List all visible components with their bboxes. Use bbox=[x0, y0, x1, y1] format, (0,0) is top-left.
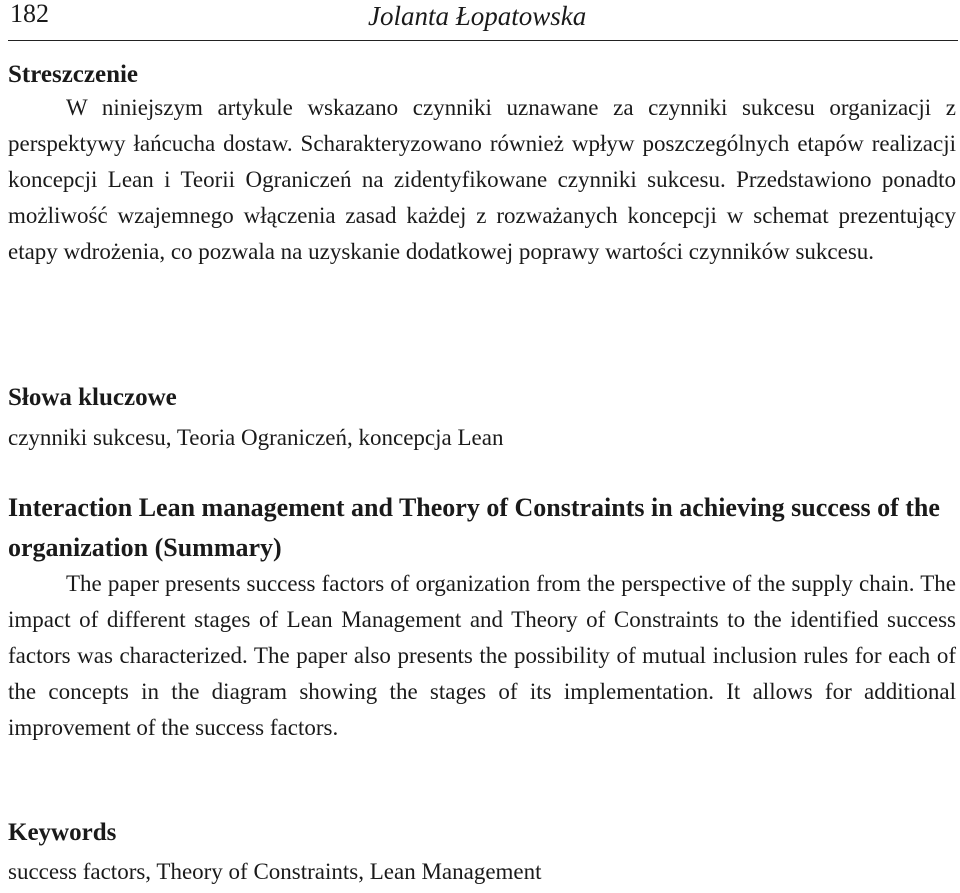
keywords-text: success factors, Theory of Constraints, Lean Management bbox=[8, 859, 542, 884]
streszczenie-text: W niniejszym artykule wskazano czynniki uznawane za czynniki sukcesu organizacji z perspektywy łańcucha dostaw. Scharakteryzowano również wpływ poszczególnych etapów realizacji koncepcji Lean i Teorii Ograniczeń na zidentyfikowane czynniki sukcesu. Przedstawiono ponadto możliwość wzajemnego włączenia zasad każdej z rozważanych koncepcji w schemat prezentujący etapy wdrożenia, co pozwala na uzyskanie dodatkowej poprawy wartości czynników sukcesu. bbox=[8, 95, 956, 264]
running-header bbox=[8, 0, 958, 41]
keywords-heading: Keywords bbox=[8, 819, 117, 846]
summary-text: The paper presents success factors of organization from the perspective of the supply chain. The impact of different stages of Lean Management and Theory of Constraints to the identified success factors was characterized. The paper also presents the possibility of mutual inclusion rules for each of the concepts in the diagram showing the stages of its implementation. It allows for additional improvement of the success factors. bbox=[8, 571, 956, 740]
streszczenie-heading: Streszczenie bbox=[8, 61, 139, 88]
summary-title: Interaction Lean management and Theory of Constraints in achieving success of the organization (Summary) bbox=[8, 493, 940, 562]
slowa-kluczowe-heading: Słowa kluczowe bbox=[8, 384, 177, 411]
page-number: 182 bbox=[10, 0, 49, 28]
running-author: Jolanta Łopatowska bbox=[368, 1, 587, 31]
slowa-kluczowe-text: czynniki sukcesu, Teoria Ograniczeń, koncepcja Lean bbox=[8, 425, 504, 450]
